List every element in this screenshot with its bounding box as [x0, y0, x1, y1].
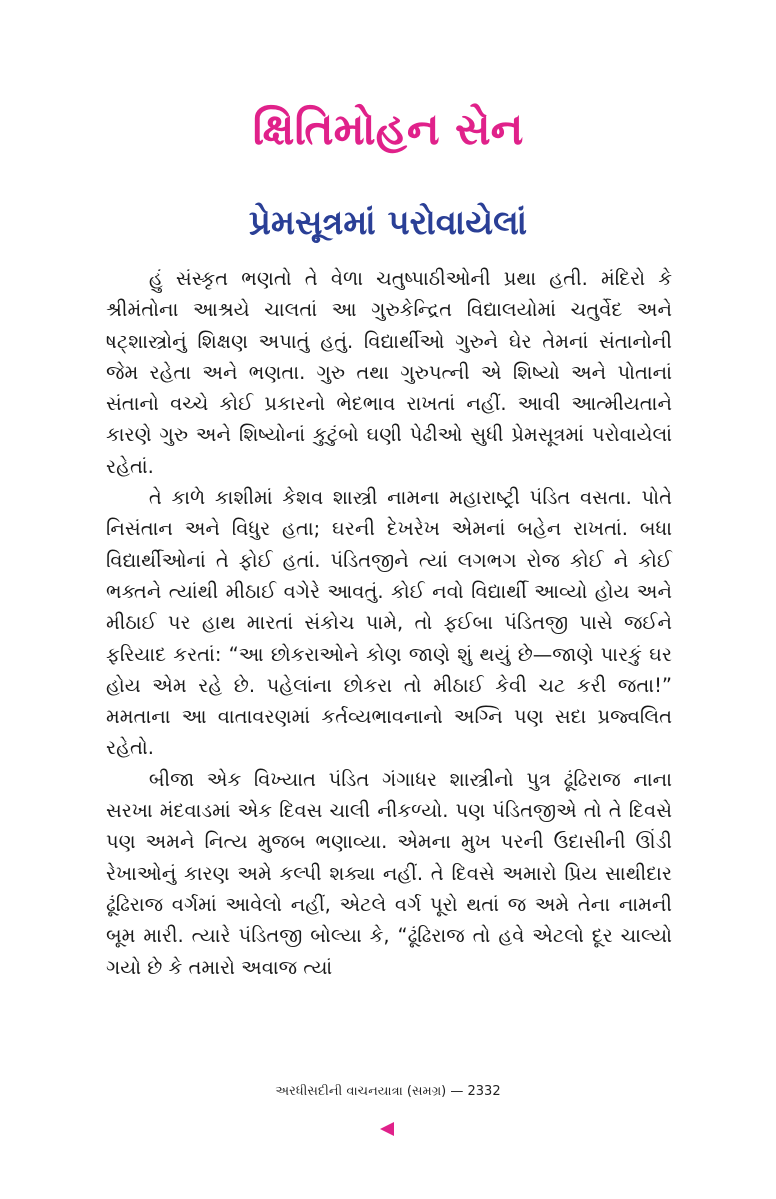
paragraph: તે કાળે કાશીમાં કેશવ શાસ્ત્રી નામના મહારાષ્ટ્રી પંડિત વસતા. પોતે નિસંતાન અને વિધુર હતા; ઘરની દેખરેખ એમનાં બહેન રાખતાં. બધા વિદ્યાર્થીઓનાં તે ફોઈ હતાં. પંડિતજીને ત્યાં લગભગ રોજ કોઈ ને કોઈ ભક્તને ત્યાંથી મીઠાઈ વગેરે આવતું. કોઈ નવો વિદ્યાર્થી આવ્યો હોય અને મીઠાઈ પર હાથ મારતાં સંકોચ પામે, તો ફઈબા પંડિતજી પાસે જઈને ફરિયાદ કરતાં: “આ છોકરાઓને કોણ જાણે શું થયું છે—જાણે પારકું ઘર હોય એમ રહે છે. પહેલાંના છોકરા તો મીઠાઈ કેવી ચટ કરી જતા!” મમતાના આ વાતાવરણમાં કર્તવ્યભાવનાનો અગ્નિ પણ સદા પ્રજ્વલિત રહેતો. [106, 486, 672, 760]
author-name: ક્ષિતિમોહન સેન [252, 104, 524, 155]
chapter-title: પ્રેમસૂત્રમાં પરોવાયેલાં [248, 203, 528, 243]
body-text [106, 263, 672, 983]
paragraph: હું સંસ્કૃત ભણતો તે વેળા ચતુષ્પાઠીઓની પ્રથા હતી. મંદિરો કે શ્રીમંતોના આશ્રયે ચાલતાં આ ગુરુકેન્દ્રિત વિદ્યાલયોમાં ચતુર્વેદ અને ષટ્શાસ્ત્રોનું શિક્ષણ અપાતું હતું. વિદ્યાર્થીઓ ગુરુને ઘેર તેમનાં સંતાનોની જેમ રહેતા અને ભણતા. ગુરુ તથા ગુરુપત્ની એ શિષ્યો અને પોતાનાં સંતાનો વચ્ચે કોઈ પ્રકારનો ભેદભાવ રાખતાં નહીં. આવી આત્મીયતાને કારણે ગુરુ અને શિષ્યોનાં કુટુંબો ઘણી પેઢીઓ સુધી પ્રેમસૂત્રમાં પરોવાયેલાં રહેતાં. [106, 267, 672, 478]
paragraph: બીજા એક વિખ્યાત પંડિત ગંગાધર શાસ્ત્રીનો પુત્ર ઢૂંઢિરાજ નાના સરખા મંદવાડમાં એક દિવસ ચાલી નીકળ્યો. પણ પંડિતજીએ તો તે દિવસે પણ અમને નિત્ય મુજબ ભણાવ્યા. એમના મુખ પરની ઉદાસીની ઊંડી રેખાઓનું કારણ અમે કલ્પી શક્યા નહીં. તે દિવસે અમારો પ્રિય સાથીદાર ઢૂંઢિરાજ વર્ગમાં આવેલો નહીં, એટલે વર્ગ પૂરો થતાં જ અમે તેના નામની બૂમ મારી. ત્યારે પંડિતજી બોલ્યા કે, “ઢૂંઢિરાજ તો હવે એટલો દૂર ચાલ્યો ગયો છે કે તમારો અવાજ ત્યાં [106, 767, 672, 979]
page-footer: અરધીસદીની વાચનયાત્રા (સમગ્ર) — 2332 [275, 1084, 501, 1099]
previous-page-icon[interactable] [380, 1122, 394, 1136]
